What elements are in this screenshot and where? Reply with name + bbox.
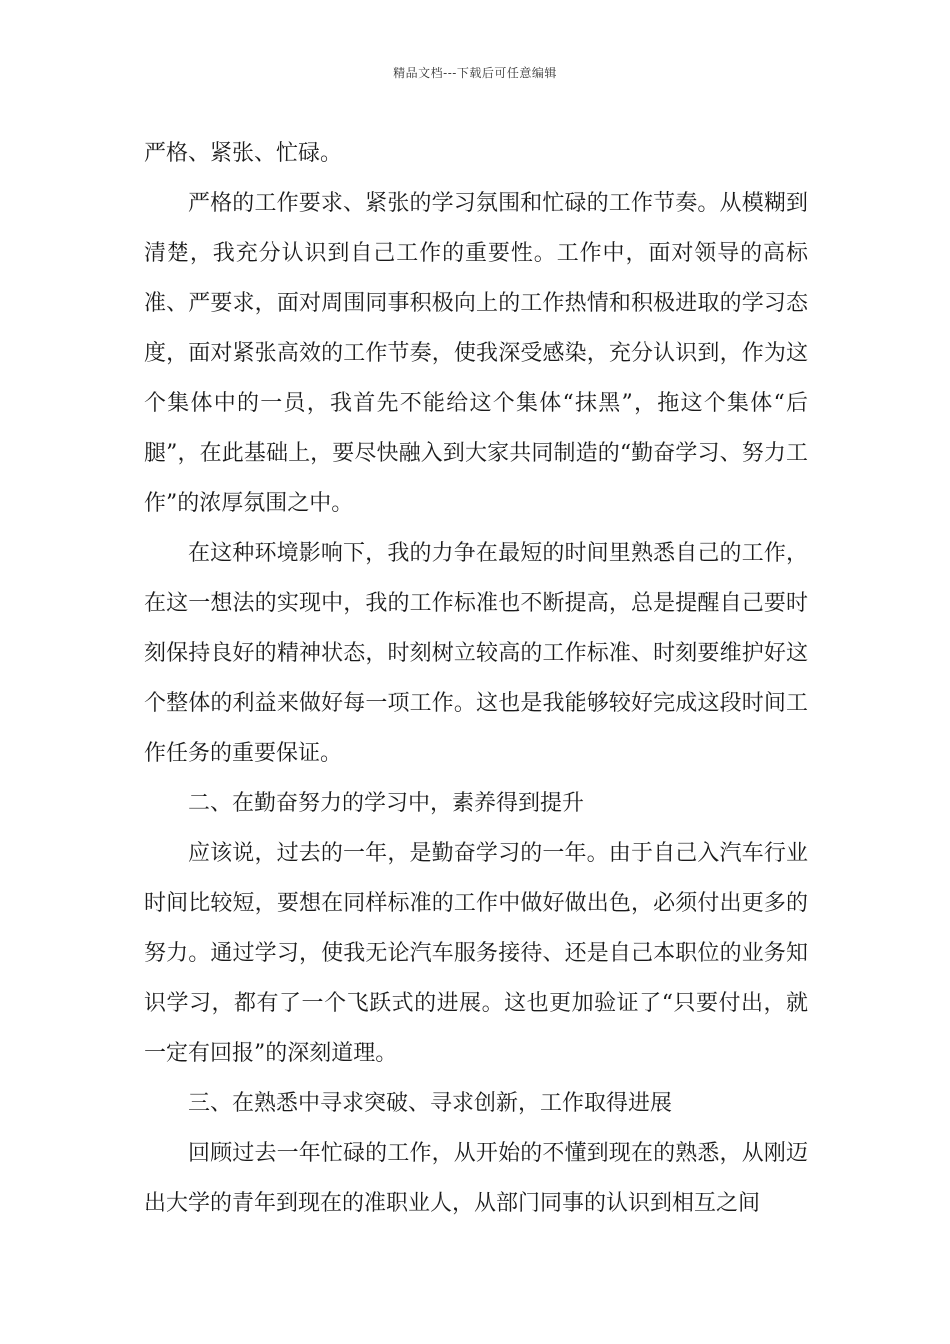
paragraph-2: 严格的工作要求、紧张的学习氛围和忙碌的工作节奏。从模糊到清楚，我充分认识到自己工作的重要性。工作中，面对领导的高标准、严要求，面对周围同事积极向上的工作热情和积极进取的学习态度，面对紧张高效的工作节奏，使我深受感染，充分认识到，作为这个集体中的一员，我首先不能给这个集体“抹黑”，拖这个集体“后腿”，在此基础上，要尽快融入到大家共同制造的“勤奋学习、努力工作”的浓厚氛围之中。: [144, 191, 808, 516]
document-body: [144, 129, 808, 1229]
section-heading-2: 二、在勤奋努力的学习中，素养得到提升: [188, 791, 585, 816]
paragraph-3: 在这种环境影响下，我的力争在最短的时间里熟悉自己的工作，在这一想法的实现中，我的工作标准也不断提高，总是提醒自己要时刻保持良好的精神状态，时刻树立较高的工作标准、时刻要维护好这个整体的利益来做好每一项工作。这也是我能够较好完成这段时间工作任务的重要保证。: [144, 541, 808, 766]
page-header: 精品文档---下载后可任意编辑: [393, 66, 557, 80]
paragraph-1: 严格、紧张、忙碌。: [144, 141, 343, 166]
section-heading-3: 三、在熟悉中寻求突破、寻求创新，工作取得进展: [188, 1091, 673, 1116]
paragraph-4: 应该说，过去的一年，是勤奋学习的一年。由于自己入汽车行业时间比较短，要想在同样标准的工作中做好做出色，必须付出更多的努力。通过学习，使我无论汽车服务接待、还是自己本职位的业务知识学习，都有了一个飞跃式的进展。这也更加验证了“只要付出，就一定有回报”的深刻道理。: [144, 841, 808, 1066]
paragraph-5: 回顾过去一年忙碌的工作，从开始的不懂到现在的熟悉，从刚迈出大学的青年到现在的准职业人，从部门同事的认识到相互之间: [144, 1141, 808, 1216]
